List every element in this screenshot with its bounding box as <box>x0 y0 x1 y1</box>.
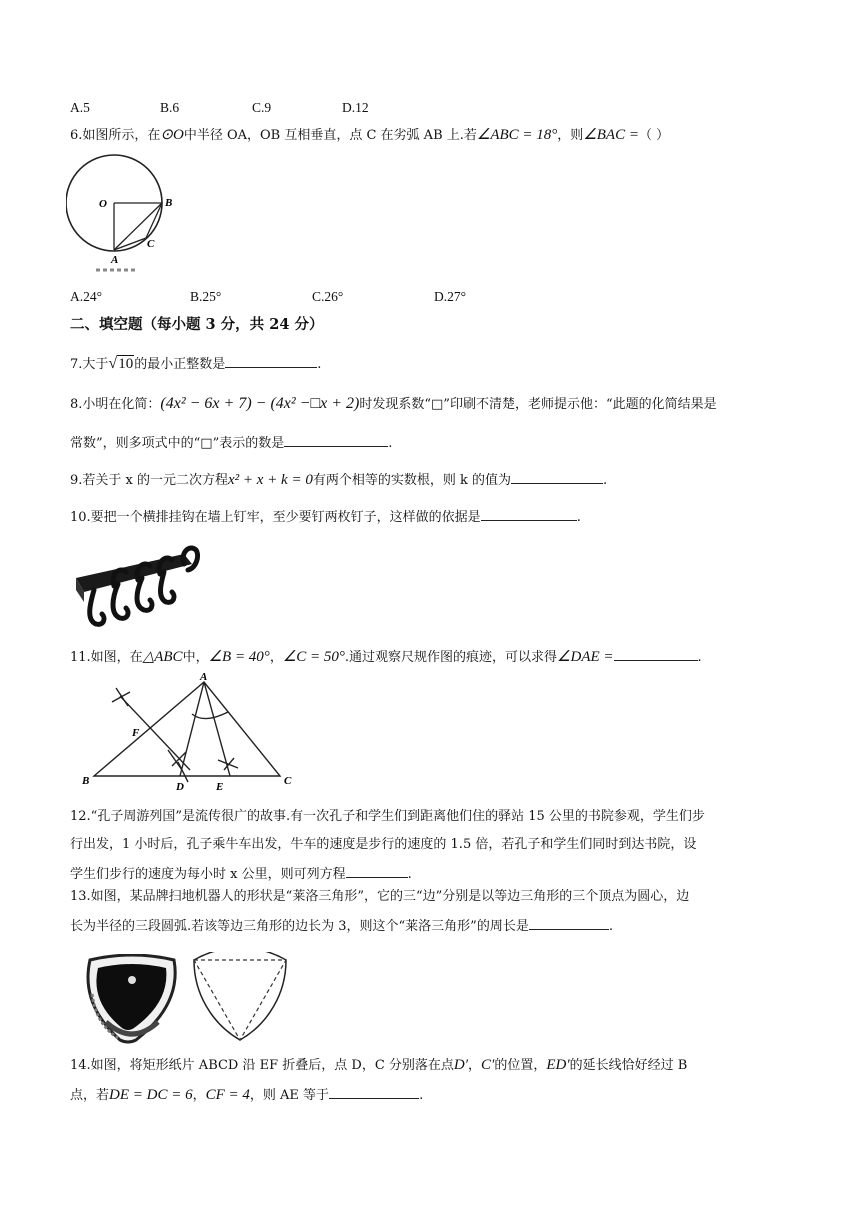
q9-math-equation: x² + x + k = 0 <box>228 472 313 488</box>
q13-robot-photo <box>82 954 182 1046</box>
hook-1 <box>90 590 104 624</box>
q11-text-b: 中， <box>182 650 209 665</box>
q10-question <box>70 507 581 527</box>
q12-end: . <box>407 867 412 882</box>
q6-text-a: 6.如图所示，在 <box>70 128 161 143</box>
q11-end: . <box>697 650 702 665</box>
q11-math-triangle: △ABC <box>142 649 183 665</box>
q7-text-b: 的最小正整数是 <box>134 357 226 372</box>
q14-math-c-prime: C′ <box>481 1057 495 1073</box>
q11-label-c: C <box>284 775 292 787</box>
q6-label-o: O <box>99 198 107 210</box>
q14-math-ed-prime: ED′ <box>546 1057 570 1073</box>
q14-text-a: 14.如图，将矩形纸片 ABCD 沿 EF 折叠后，点 D，C 分别落在点 <box>70 1058 454 1073</box>
q6-question <box>70 126 669 145</box>
q7-sqrt: √ <box>108 355 118 372</box>
q6-math-ask: ∠BAC = <box>583 127 639 143</box>
q11-label-d: D <box>176 781 184 793</box>
q11-math-angle-b: ∠B = 40° <box>208 649 270 665</box>
q12-line3 <box>70 864 412 884</box>
q11-line-ae <box>204 682 230 776</box>
q8-question-line2 <box>70 433 392 453</box>
q11-label-a: A <box>200 671 208 683</box>
q6-option-d: D.27° <box>434 289 467 304</box>
q5-option-c: C.9 <box>252 100 272 115</box>
q6-text-b: 中半径 OA，OB 互相垂直，点 C 在劣弧 AB 上.若 <box>183 128 477 143</box>
q13-reuleaux-arcs <box>194 952 286 1040</box>
q8-end: . <box>388 436 393 451</box>
q6-circle-figure <box>66 152 196 276</box>
q14-answer-blank[interactable] <box>329 1085 419 1099</box>
q14-text-b: 的位置， <box>494 1058 547 1073</box>
q6-label-b: B <box>165 197 173 209</box>
q9-answer-blank[interactable] <box>511 470 603 484</box>
q14-math-condition: DE = DC = 6 <box>109 1087 193 1103</box>
q11-label-e: E <box>216 781 224 793</box>
q7-question <box>70 354 321 374</box>
q12-line1: 12.“孔子周游列国”是流传很广的故事.有一次孔子和学生们到距离他们住的驿站 15 公里的书院参观，学生们步 <box>70 809 705 824</box>
q8-text-b: 时发现系数“□”印刷不清楚，老师提示他：“此题的化简结果是 <box>359 397 717 412</box>
q13-line2-text: 长为半径的三段圆弧.若该等边三角形的边长为 3，则这个“莱洛三角形”的周长是 <box>70 919 529 934</box>
q7-answer-blank[interactable] <box>225 354 317 368</box>
q14-end: . <box>419 1088 424 1103</box>
q5-option-a: A.5 <box>70 100 90 115</box>
q11-answer-blank[interactable] <box>614 647 698 661</box>
q14-line2-a: 点，若 <box>70 1088 110 1103</box>
q10-hook-rack-figure <box>72 540 202 632</box>
q14-line2-b: ，则 AE 等于 <box>249 1088 330 1103</box>
q13-end: . <box>608 919 613 934</box>
q11-question <box>70 647 702 667</box>
q14-separator-1: ， <box>468 1058 482 1073</box>
q6-math-circle: ⊙O <box>160 127 184 143</box>
q13-line1: 13.如图，某品牌扫地机器人的形状是“莱洛三角形”，它的三“边”分别是以等边三角形的三个顶点为圆心，边 <box>70 889 690 904</box>
q8-line2-text: 常数”，则多项式中的“□”表示的数是 <box>70 436 285 451</box>
q6-math-condition: ∠ABC = 18° <box>476 127 558 143</box>
q7-end: . <box>317 357 322 372</box>
q14-math-d-prime: D′ <box>453 1057 469 1073</box>
q12-line2: 行出发，1 小时后，孔子乘牛车出发，牛车的速度是步行的速度的 1.5 倍，若孔子和学生们同时到达书院，设 <box>70 837 697 852</box>
q11-label-f: F <box>132 727 140 739</box>
q11-triangle-figure <box>80 670 296 794</box>
q6-answer-paren: （ ） <box>638 128 670 143</box>
q14-math-cf: CF = 4 <box>205 1087 250 1103</box>
q13-answer-blank[interactable] <box>529 916 609 930</box>
q10-text: 10.要把一个横排挂钩在墙上钉牢，至少要钉两枚钉子，这样做的依据是 <box>70 510 481 525</box>
q7-radicand: 10 <box>118 356 134 372</box>
q12-answer-blank[interactable] <box>346 864 408 878</box>
q9-question <box>70 470 607 490</box>
q11-label-b: B <box>82 775 90 787</box>
q14-line2 <box>70 1085 423 1105</box>
hook-rack-bar <box>76 554 192 592</box>
q6-option-a: A.24° <box>70 289 103 304</box>
hook-2 <box>113 584 128 618</box>
q8-math-expression: (4x² − 6x + 7) − (4x² −□x + 2) <box>160 395 360 412</box>
q11-separator: ， <box>269 650 283 665</box>
q13-inner-triangle <box>194 960 286 1040</box>
q9-text-a: 9.若关于 x 的一元二次方程 <box>70 473 228 488</box>
q13-reuleaux-triangle-figure <box>188 952 292 1048</box>
q7-text-a: 7.大于 <box>70 357 109 372</box>
q11-arc-at-a <box>192 712 228 719</box>
q8-text-a: 8.小明在化简： <box>70 397 161 412</box>
q8-question-line1 <box>70 395 717 414</box>
q11-math-angle-c: ∠C = 50° <box>282 649 345 665</box>
q6-label-a: A <box>111 254 119 266</box>
q6-label-c: C <box>147 238 155 250</box>
q11-text-c: .通过观察尺规作图的痕迹，可以求得 <box>344 650 558 665</box>
q10-end: . <box>576 510 581 525</box>
hook-4 <box>161 572 175 602</box>
q5-option-b: B.6 <box>160 100 180 115</box>
q12-line3-text: 学生们步行的速度为每小时 x 公里，则可列方程 <box>70 867 346 882</box>
q5-option-d: D.12 <box>342 100 369 115</box>
q11-math-ask: ∠DAE = <box>557 649 614 665</box>
q6-option-b: B.25° <box>190 289 222 304</box>
q9-end: . <box>603 473 608 488</box>
q9-text-b: 有两个相等的实数根，则 k 的值为 <box>312 473 511 488</box>
q14-separator-2: ， <box>192 1088 206 1103</box>
q6-option-c: C.26° <box>312 289 344 304</box>
hook-5 <box>183 548 197 570</box>
q11-text-a: 11.如图，在 <box>70 650 143 665</box>
q6-text-c: ，则 <box>557 128 584 143</box>
q11-line-ad <box>180 682 204 776</box>
q10-answer-blank[interactable] <box>481 507 577 521</box>
q8-answer-blank[interactable] <box>284 433 388 447</box>
q14-text-c: 的延长线恰好经过 B <box>569 1058 688 1073</box>
hook-3 <box>137 578 152 610</box>
q13-line2 <box>70 916 613 936</box>
section-heading-fill-blank: 二、填空题（每小题 3 分，共 24 分） <box>70 316 324 333</box>
q14-line1 <box>70 1056 687 1075</box>
